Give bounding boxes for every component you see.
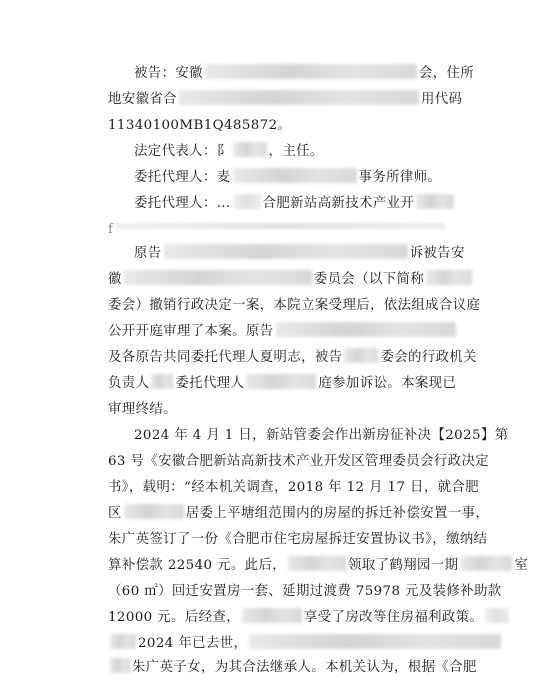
redaction (179, 90, 419, 105)
agent2-org: 合肥新站高新技术产业开 (262, 196, 415, 211)
p2-line7 (108, 582, 502, 602)
p1-l5-b: 委会的行政机关 (380, 350, 477, 365)
p1-l4-text: 公开开庭审理了本案。原告 (108, 324, 274, 339)
legal-rep-suffix: ，主任。 (268, 144, 324, 159)
redaction (426, 270, 472, 285)
p2-line6 (108, 556, 528, 576)
p2-l8-a: 12000 元。后经查， (108, 610, 240, 625)
p2-line1 (134, 426, 509, 446)
redaction (110, 658, 130, 673)
p2-line3 (108, 478, 479, 498)
address-suffix: 用代码 (420, 92, 463, 107)
p2-line10 (108, 658, 477, 678)
p1-line1 (134, 244, 465, 264)
p1-l1-suffix: 诉被告安 (409, 246, 465, 261)
defendant-label: 被告： (134, 66, 176, 81)
agent1-label: 委托代理人： (134, 170, 217, 185)
p2-line2 (108, 452, 489, 472)
redaction (151, 374, 173, 389)
defendant-suffix: 会，住所 (418, 66, 475, 81)
agent1-suffix: 事务所律师。 (358, 170, 442, 185)
redaction (485, 608, 509, 623)
p2-l4-suffix: 居委上平塘组范围内的房屋的拆迁补偿安置一事， (185, 506, 490, 521)
redaction (242, 608, 302, 623)
redaction (288, 556, 346, 571)
p1-l2-prefix: 徽 (108, 272, 122, 287)
legal-rep-line (134, 142, 324, 162)
p1-l7-text: 审理终结。 (108, 402, 177, 417)
redaction (276, 322, 456, 337)
p2-l5-text: 朱广英签订了一份《合肥市住宅房屋拆迁安置协议书》，缴纳结 (108, 532, 488, 547)
agent1-name: 麦 (216, 170, 231, 185)
p1-line4 (108, 322, 458, 342)
p2-line5 (108, 530, 487, 550)
p1-line3 (108, 296, 480, 316)
address-line (108, 90, 462, 110)
stray-mark-line (108, 220, 447, 240)
redaction (416, 194, 454, 209)
redaction (344, 348, 378, 363)
redaction (110, 634, 136, 649)
agent1-line (134, 168, 441, 188)
defendant-line (134, 64, 474, 84)
p2-line4 (108, 504, 489, 524)
p1-l3-text: 委会）撤销行政决定一案，本院立案受理后，依法组成合议庭 (108, 298, 481, 313)
agent2-name: … (216, 196, 231, 211)
stray-mark: f (108, 222, 114, 237)
p1-l6-b: 委托代理人 (175, 376, 245, 391)
p2-l6-b: 领取了鹤翔园一期 (348, 558, 459, 573)
redaction (124, 504, 184, 519)
p2-line8 (108, 608, 511, 628)
credit-code: 11340100MB1Q485872。 (108, 118, 292, 133)
redaction (124, 270, 312, 285)
p2-l1-text: 2024 年 4 月 1 日，新站管委会作出新房征补决【2025】第 (134, 428, 509, 443)
p1-l6-a: 负责人 (108, 376, 150, 391)
p2-l10-text: 朱广英子女，为其合法继承人。本机关认为，根据《合肥 (132, 660, 477, 675)
p2-l9-text: 2024 年已去世， (138, 636, 248, 651)
p2-l7-text: （60 ㎡）回迁安置房一套、延期过渡费 75978 元及装修补助款 (108, 584, 502, 599)
agent2-label: 委托代理人： (134, 196, 217, 211)
p1-l2-suffix: 委员会（以下简称 (313, 272, 425, 287)
defendant-prefix: 安徽 (175, 66, 203, 81)
redaction (249, 634, 501, 649)
p2-l3-text: 书》，载明：“经本机关调查，2018 年 12 月 17 日，就合肥 (108, 480, 479, 495)
p1-line2 (108, 270, 474, 290)
p2-l6-c: 室 (514, 558, 529, 573)
redaction (460, 556, 512, 571)
p1-line5 (108, 348, 477, 368)
redaction (115, 223, 445, 229)
redaction (233, 168, 357, 183)
address-prefix: 地安徽省合 (108, 92, 177, 107)
p2-l4-prefix: 区 (108, 506, 122, 521)
agent2-line (134, 194, 456, 214)
p1-line6 (108, 374, 456, 394)
p1-l1-prefix: 原告 (134, 246, 162, 261)
p2-l8-b: 享受了房改等住房福利政策。 (304, 610, 484, 625)
redaction (246, 374, 316, 389)
credit-code-line (108, 116, 291, 136)
p1-line7 (108, 400, 177, 420)
p2-l2-text: 63 号《安徽合肥新站高新技术产业开发区管理委员会行政决定 (108, 454, 490, 469)
redaction (233, 142, 267, 157)
redaction (164, 244, 408, 259)
legal-rep-label: 法定代表人： (134, 144, 217, 159)
redaction (233, 194, 261, 209)
p2-line9 (108, 634, 503, 654)
p1-l5-a: 及各原告共同委托代理人夏明志，被告 (108, 350, 343, 365)
legal-rep-name: 阝 (216, 144, 231, 159)
p2-l6-a: 算补偿款 22540 元。此后， (108, 558, 287, 573)
p1-l6-c: 庭参加诉讼。本案现已 (318, 376, 457, 391)
redaction (205, 64, 417, 79)
